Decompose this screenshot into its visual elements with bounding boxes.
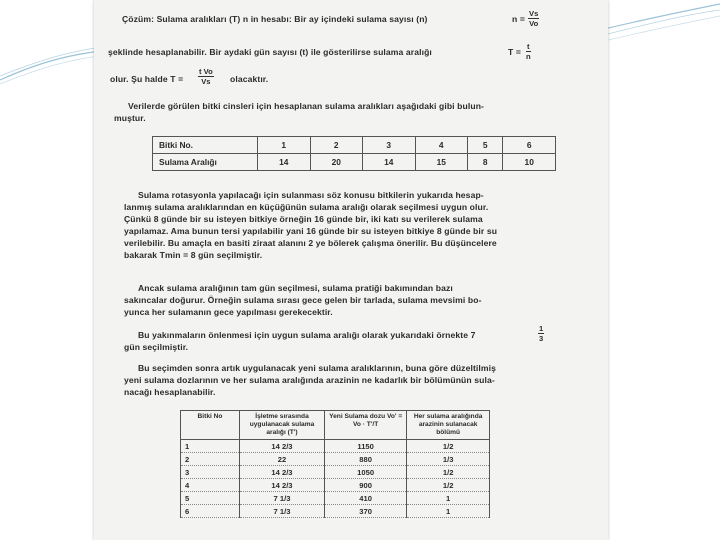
solution-line-3-end: olacaktır. <box>230 74 269 84</box>
paragraph-3-line-5: verilebilir. Bu amaçla en basiti ziraat alanını 2 ye bölerek çalışma önerilir. Bu düşüncelere <box>124 238 497 248</box>
table-cell: 20 <box>310 154 363 171</box>
table-cell: 8 <box>468 154 503 171</box>
fraction-denominator: n <box>526 52 531 61</box>
table-cell: 1/2 <box>407 479 490 492</box>
table-row <box>181 479 490 492</box>
table-row-label: Bitki No. <box>153 137 258 154</box>
table-row-label: Sulama Aralığı <box>153 154 258 171</box>
table-row <box>181 440 490 453</box>
paragraph-2-line-1: Verilerde görülen bitki cinsleri için hesaplanan sulama aralıkları aşağıdaki gibi bulun- <box>128 101 485 111</box>
fraction-denominator: 3 <box>539 334 544 343</box>
paragraph-6-line-2: yeni sulama dozlarının ve her sulama aralığında arazinin ne kadarlık bir bölümünün sula- <box>124 375 495 385</box>
table-cell: 14 <box>363 154 416 171</box>
table-row <box>181 505 490 518</box>
fraction-numerator: Vs <box>529 9 539 18</box>
fraction-numerator: t <box>527 42 530 51</box>
table-row <box>153 154 556 171</box>
column-header: Yeni Sulama dozu Vo' = Vo · T'/T <box>324 411 406 440</box>
table-cell: 880 <box>324 453 406 466</box>
paragraph-5-line-2: gün seçilmiştir. <box>124 342 189 352</box>
table-row <box>181 466 490 479</box>
column-header: Her sulama aralığında arazinin sulanacak bölümü <box>407 411 490 440</box>
paragraph-3-line-3: Çünkü 8 günde bir su isteyen bitkiye örneğin 16 günde bir, iki katı su verilerek sulama <box>124 214 483 224</box>
table-cell: 5 <box>468 137 503 154</box>
solution-line-1: Çözüm: Sulama aralıkları (T) n in hesabı: Bir ay içindeki sulama sayısı (n) <box>122 14 428 24</box>
table-cell: 1/3 <box>407 453 490 466</box>
table-cell: 1/2 <box>407 466 490 479</box>
table-row <box>153 137 556 154</box>
fraction-denominator: Vs <box>201 77 211 86</box>
paragraph-3-line-4: yapılamaz. Ama bunun tersi yapılabilir yani 16 günde bir su isteyen bitkiye 8 günde bir su <box>124 226 498 236</box>
table-cell: 15 <box>415 154 468 171</box>
fraction-numerator: 1 <box>539 324 544 333</box>
fraction-numerator: t Vo <box>199 67 213 76</box>
table-cell: 14 2/3 <box>240 440 325 453</box>
fraction-tvo-vs <box>198 67 214 86</box>
table-cell: 6 <box>503 137 556 154</box>
paragraph-4-line-3: yunca her sulamanın gece yapılması gerekecektir. <box>124 307 333 317</box>
table-cell: 1150 <box>324 440 406 453</box>
table-row <box>181 453 490 466</box>
paragraph-5-line-1: Bu yakınmaların önlenmesi için uygun sulama aralığı olarak yukarıdaki örnekte 7 <box>138 330 476 340</box>
table-header-row <box>181 411 490 440</box>
table-cell: 3 <box>363 137 416 154</box>
paragraph-3-line-6: bakarak Tmin = 8 gün seçilmiştir. <box>124 250 263 260</box>
table-cell: 370 <box>324 505 406 518</box>
column-header: Bitki No <box>181 411 240 440</box>
table-cell: 1/2 <box>407 440 490 453</box>
column-header: İşletme sırasında uygulanacak sulama aralığı (T') <box>240 411 325 440</box>
paragraph-2-line-2: muştur. <box>114 113 146 123</box>
solution-line-2: şeklinde hesaplanabilir. Bir aydaki gün sayısı (t) ile gösterilirse sulama aralığı <box>108 47 432 57</box>
table-cell: 22 <box>240 453 325 466</box>
table-cell: 1050 <box>324 466 406 479</box>
paragraph-4-line-1: Ancak sulama aralığının tam gün seçilmesi, sulama pratiği bakımından bazı <box>138 283 453 293</box>
table-cell: 2 <box>181 453 240 466</box>
table-row <box>181 492 490 505</box>
paragraph-3-line-2: lanmış sulama aralıklarından en küçüğünün sulama aralığı olarak seçilmesi uygun olur. <box>124 202 489 212</box>
table-cell: 4 <box>181 479 240 492</box>
table-cell: 2 <box>310 137 363 154</box>
table-cell: 14 <box>258 154 311 171</box>
irrigation-interval-table <box>152 136 556 171</box>
table-cell: 900 <box>324 479 406 492</box>
paragraph-6-line-1: Bu seçimden sonra artık uygulanacak yeni sulama aralıklarının, buna göre düzeltilmiş <box>138 363 496 373</box>
table-cell: 1 <box>407 492 490 505</box>
fraction-denominator: Vo <box>529 19 539 28</box>
formula-n-lhs: n = <box>512 14 525 24</box>
table-cell: 1 <box>181 440 240 453</box>
table-cell: 3 <box>181 466 240 479</box>
table-cell: 410 <box>324 492 406 505</box>
paragraph-3-line-1: Sulama rotasyonla yapılacağı için sulanması söz konusu bitkilerin yukarıda hesap- <box>138 190 484 200</box>
table-cell: 14 2/3 <box>240 479 325 492</box>
table-cell: 5 <box>181 492 240 505</box>
paragraph-4-line-2: sakıncalar doğurur. Örneğin sulama sırası gece gelen bir tarlada, sulama mevsimi bo- <box>124 295 482 305</box>
table-cell: 1 <box>258 137 311 154</box>
fraction-t-n <box>526 42 531 61</box>
formula-t-lhs: T = <box>508 47 521 57</box>
scanned-document-page <box>94 0 608 540</box>
table-cell: 7 1/3 <box>240 492 325 505</box>
paragraph-6-line-3: nacağı hesaplanabilir. <box>124 387 216 397</box>
table-cell: 14 2/3 <box>240 466 325 479</box>
table-cell: 1 <box>407 505 490 518</box>
table-cell: 10 <box>503 154 556 171</box>
fraction-one-third <box>538 324 544 343</box>
fraction-vs-vo <box>528 9 539 28</box>
solution-line-3: olur. Şu halde T = <box>110 74 184 84</box>
table-cell: 4 <box>415 137 468 154</box>
adjusted-irrigation-table <box>180 410 490 518</box>
table-cell: 7 1/3 <box>240 505 325 518</box>
table-cell: 6 <box>181 505 240 518</box>
